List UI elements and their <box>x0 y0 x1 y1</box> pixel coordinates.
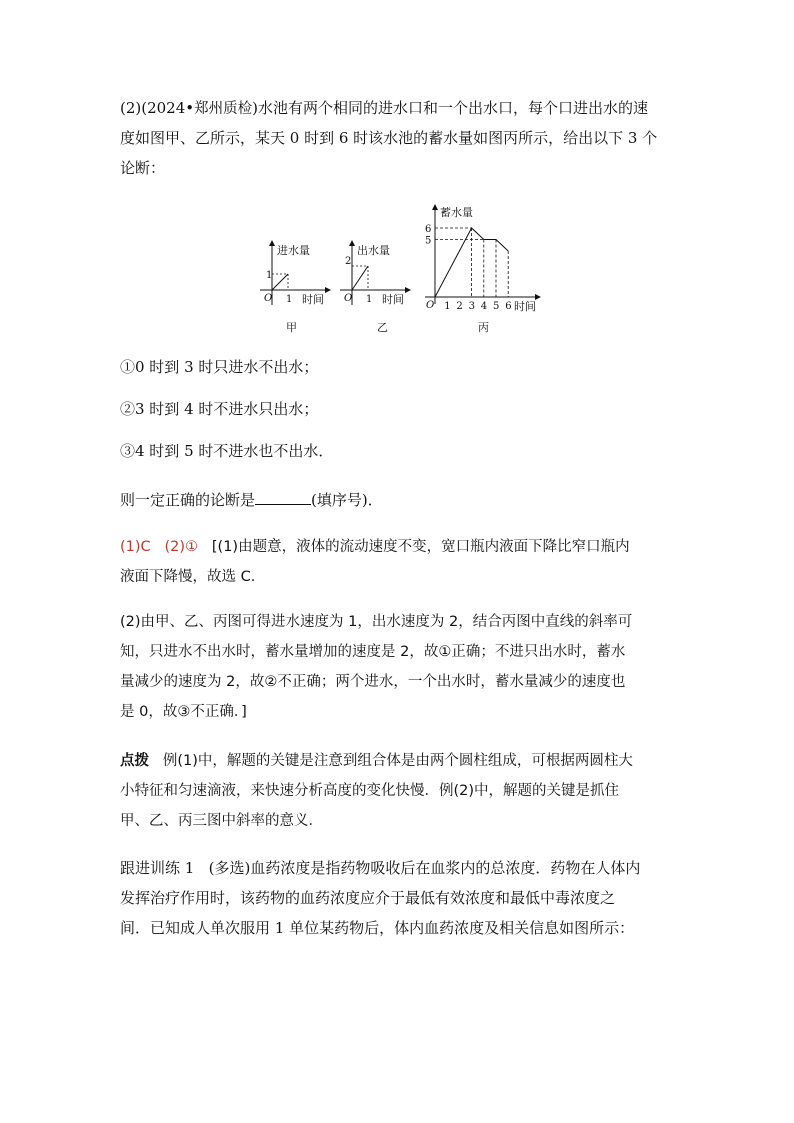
y-tick-label-5: 5 <box>425 235 432 247</box>
problem-source: 郑州质检 <box>194 101 253 117</box>
x-axis-label: 时间 <box>514 300 536 313</box>
problem-number: (2)(2024• <box>120 99 195 117</box>
x-tick-label-3: 3 <box>468 301 475 312</box>
explanation-2-line-2: 知，只进水不出水时，蓄水量增加的速度是 2，故①正确；不进只出水时，蓄水 <box>120 644 626 660</box>
x-tick-label: 1 <box>366 294 373 305</box>
tip-line-2: 小特征和匀速滴液，来快速分析高度的变化快慢．例(2)中，解题的关键是抓住 <box>120 783 620 799</box>
followup-line-2: 发挥治疗作用时，该药物的血药浓度应介于最低有效浓度和最低中毒浓度之 <box>120 889 616 907</box>
origin-label: O <box>344 293 353 304</box>
question-hint: (填序号)． <box>311 491 383 509</box>
origin-label: O <box>264 293 273 304</box>
guide-lines <box>435 228 508 297</box>
problem-text: )水池有两个相同的进水口和一个出水口，每个口进出水的速 <box>252 99 648 117</box>
y-tick-label: 2 <box>345 256 352 267</box>
tip-text: 例(1)中，解题的关键是注意到组合体是由两个圆柱组成，可根据两圆柱大 <box>162 753 633 769</box>
answer-line-1 <box>120 537 630 557</box>
figure-caption: 乙 <box>377 321 388 334</box>
tip-line-3: 甲、乙、丙三图中斜率的意义． <box>120 813 323 829</box>
y-tick-label-6: 6 <box>425 224 432 235</box>
figure-caption: 丙 <box>478 321 489 334</box>
problem-line-3: 论断： <box>120 159 166 177</box>
y-axis-label: 蓄水量 <box>440 206 473 219</box>
problem-line-2: 度如图甲、乙所示，某天 0 时到 6 时该水池的蓄水量如图丙所示，给出以下 3 个 <box>120 129 658 147</box>
x-tick-labels <box>444 301 511 312</box>
origin-label: O <box>426 300 435 311</box>
data-line <box>272 274 288 290</box>
answer-line-2: 液面下降慢，故选 C． <box>120 569 266 585</box>
followup-text: (多选)血药浓度是指药物吸收后在血浆内的总浓度．药物在人体内 <box>208 859 641 877</box>
x-tick-label-4: 4 <box>480 301 488 312</box>
statement-3: ③4 时到 5 时不进水也不出水． <box>120 442 334 460</box>
explanation-2-line-4: 是 0，故③不正确．] <box>120 704 247 720</box>
question-line <box>120 490 383 510</box>
explanation-2-line-1: (2)由甲、乙、丙图可得进水速度为 1，出水速度为 2，结合丙图中直线的斜率可 <box>120 614 633 630</box>
followup-label: 跟进训练 1 <box>120 859 195 877</box>
tip-label: 点拨 <box>120 753 149 769</box>
tip-line-1 <box>120 751 633 771</box>
x-tick-label-1: 1 <box>444 301 451 312</box>
statement-2: ②3 时到 4 时不进水只出水； <box>120 400 319 418</box>
answer-1: (1)C <box>120 539 151 555</box>
figure-jia <box>250 235 340 340</box>
figure-yi <box>330 235 420 340</box>
answer-2: (2)① <box>164 539 199 555</box>
explanation-2-line-3: 量减少的速度为 2，故②不正确；两个进水，一个出水时，蓄水量减少的速度也 <box>120 674 626 690</box>
x-tick-label-2: 2 <box>456 301 463 312</box>
figure-caption: 甲 <box>286 321 297 334</box>
x-tick-label-6: 6 <box>505 301 512 312</box>
x-tick-label: 1 <box>286 294 293 305</box>
question-text: 则一定正确的论断是 <box>120 491 256 509</box>
followup-line-1 <box>120 858 640 878</box>
x-axis-label: 时间 <box>382 293 404 306</box>
statement-1: ①0 时到 3 时只进水不出水； <box>120 358 319 376</box>
x-axis-label: 时间 <box>302 293 324 306</box>
x-tick-label-5: 5 <box>493 301 500 312</box>
answer-blank <box>255 490 311 505</box>
explanation-1: [(1)由题意，液体的流动速度不变，宽口瓶内液面下降比窄口瓶内 <box>211 539 630 555</box>
figure-bing <box>420 200 545 340</box>
y-axis-label: 进水量 <box>277 244 310 257</box>
y-axis-label: 出水量 <box>357 244 390 257</box>
problem-line-1 <box>120 98 648 119</box>
followup-line-3: 间．已知成人单次服用 1 单位某药物后，体内血药浓度及相关信息如图所示： <box>120 919 635 937</box>
y-tick-label: 1 <box>266 270 273 281</box>
data-line <box>352 266 368 290</box>
